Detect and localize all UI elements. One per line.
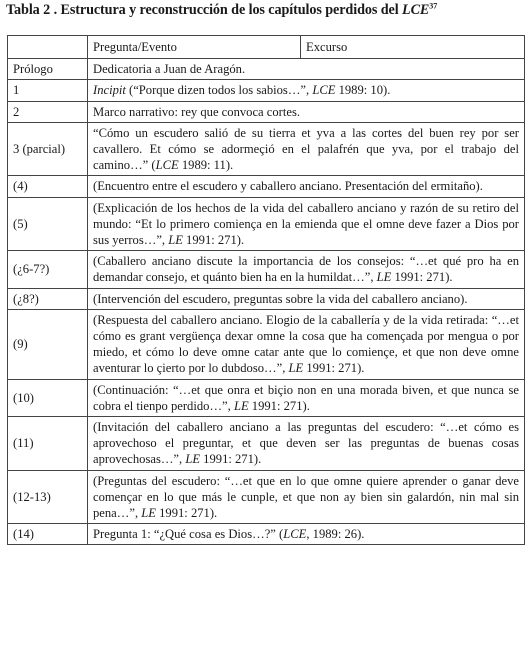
row-label: 2 xyxy=(8,101,88,122)
content-text: “Cómo un escudero salió de su tierra et yva a las cortes del buen rey por ser cavallero. Et cómo se adormeçió en el palafrén que yva, por el trabajo del camino…” ( xyxy=(93,125,519,173)
content-text: 1989: 11). xyxy=(178,158,234,173)
row-content xyxy=(88,309,525,379)
caption-footnote-marker: 37 xyxy=(429,1,438,11)
row-label: 1 xyxy=(8,80,88,101)
italic-citation-text: LE xyxy=(141,506,156,521)
caption-text: Tabla 2 . Estructura y reconstrucción de los capítulos perdidos del xyxy=(6,2,402,18)
row-content xyxy=(88,59,525,80)
table-row xyxy=(8,417,525,471)
italic-citation-text: LE xyxy=(185,452,201,467)
row-label: (11) xyxy=(8,417,88,471)
row-label: Prólogo xyxy=(8,59,88,80)
row-label: (12-13) xyxy=(8,470,88,524)
content-text: (Preguntas del escudero: “…et que en lo que omne quiere aprender o ganar deve començar en lo que más le cunple, et que non ay bien sin galardón, nin mal sin pena…”, xyxy=(93,473,519,521)
row-content xyxy=(88,470,525,524)
row-label: (9) xyxy=(8,309,88,379)
row-label: (4) xyxy=(8,176,88,197)
table-row xyxy=(8,470,525,524)
italic-citation-text: LE xyxy=(168,233,183,248)
content-text: 1991: 271). xyxy=(391,270,453,285)
row-content xyxy=(88,417,525,471)
content-text: (Explicación de los hechos de la vida del caballero anciano y razón de su retiro del mundo: “Et lo primero comiença en la emienda que el omne deve fazer a Dios por sus yerros…”, xyxy=(93,200,519,248)
content-text: (Respuesta del caballero anciano. Elogio de la caballería y de la vida retirada: “…et cómo es grant vergüença dexar omne la cosa que ha començada por mengua o por miedo, et cómo lo deve omne catar ante que lo comiençe, et que non deve omne aventurar lo çierto por lo dubdoso…”, xyxy=(93,312,519,376)
table-row xyxy=(8,251,525,288)
caption-title-italic: LCE xyxy=(402,2,430,18)
italic-citation-text: LE xyxy=(233,398,249,413)
row-content xyxy=(88,122,525,176)
italic-citation-text: Incipit xyxy=(93,83,126,98)
italic-citation-text: LE xyxy=(288,361,304,376)
italic-citation-text: LE xyxy=(376,270,392,285)
content-text: (Caballero anciano discute la importancia de los consejos: “…et qué pro ha en demandar consejo, et quánto bien ha en la humildat…”, xyxy=(93,254,519,285)
row-content xyxy=(88,197,525,251)
content-text: 1991: 271). xyxy=(200,452,262,467)
row-content xyxy=(88,379,525,416)
row-label: (14) xyxy=(8,524,88,545)
content-text: 1989: 10). xyxy=(335,83,391,98)
italic-citation-text: LCE xyxy=(283,527,307,542)
content-text: Marco narrativo: rey que convoca cortes. xyxy=(93,104,301,119)
content-text: Pregunta 1: “¿Qué cosa es Dios…?” ( xyxy=(93,527,284,542)
content-text: (Encuentro entre el escudero y caballero anciano. Presentación del ermitaño). xyxy=(93,179,483,194)
row-label: 3 (parcial) xyxy=(8,122,88,176)
row-label: (¿6-7?) xyxy=(8,251,88,288)
table-row xyxy=(8,524,525,545)
header-cell-label xyxy=(8,36,88,59)
row-label: (¿8?) xyxy=(8,288,88,309)
row-label: (5) xyxy=(8,197,88,251)
content-text: , 1989: 26). xyxy=(306,527,365,542)
table-row xyxy=(8,101,525,122)
content-text: 1991: 271). xyxy=(182,233,245,248)
content-text: 1991: 271). xyxy=(303,361,365,376)
content-text: (Invitación del caballero anciano a las preguntas del escudero: “…et cómo es aprovechoso el preguntar, et que deven ser las preguntas de buenas cosas aprovechosas…”, xyxy=(93,420,519,467)
header-cell-pregunta-evento: Pregunta/Evento xyxy=(88,36,301,59)
row-content xyxy=(88,251,525,288)
row-content xyxy=(88,176,525,197)
italic-citation-text: LCE xyxy=(155,158,179,173)
content-text: 1991: 271). xyxy=(248,398,310,413)
row-label: (10) xyxy=(8,379,88,416)
table-caption xyxy=(6,2,526,19)
content-text: Dedicatoria a Juan de Aragón. xyxy=(93,62,246,77)
table-row xyxy=(8,176,525,197)
row-content xyxy=(88,288,525,309)
row-content xyxy=(88,524,525,545)
table-row xyxy=(8,80,525,101)
table-row xyxy=(8,122,525,176)
table-row xyxy=(8,309,525,379)
content-text: (Continuación: “…et que onra et biçio non en una morada biven, et que nunca se cobra el tienpo perdido…”, xyxy=(93,382,519,413)
table-row xyxy=(8,59,525,80)
italic-citation-text: LCE xyxy=(312,83,336,98)
content-text: (“Porque dizen todos los sabios…”, xyxy=(125,83,313,98)
row-content xyxy=(88,80,525,101)
row-content xyxy=(88,101,525,122)
structure-table xyxy=(7,35,525,545)
table-row xyxy=(8,197,525,251)
content-text: (Intervención del escudero, preguntas sobre la vida del caballero anciano). xyxy=(93,291,468,306)
content-text: 1991: 271). xyxy=(155,506,218,521)
header-row xyxy=(8,36,525,59)
table-row xyxy=(8,379,525,416)
table-row xyxy=(8,288,525,309)
header-cell-excurso: Excurso xyxy=(301,36,525,59)
